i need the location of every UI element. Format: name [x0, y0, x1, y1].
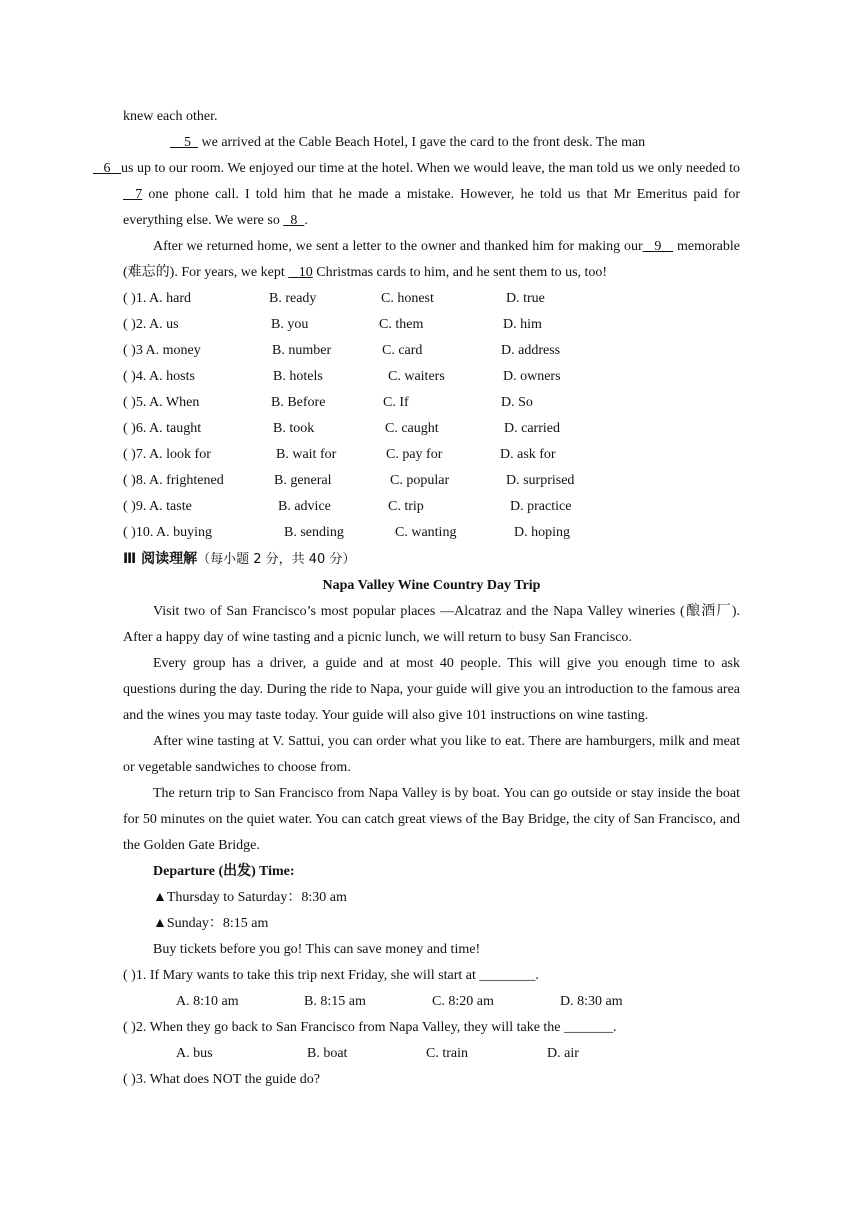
cloze-option-row: ( )9. A. taste B. advice C. trip D. practice: [123, 499, 572, 514]
blank-5: 5: [184, 135, 191, 150]
question-1-stem: ( )1. If Mary wants to take this trip next Friday, she will start at ________.: [123, 968, 539, 983]
cloze-option-row: ( )2. A. us B. you C. them D. him: [123, 317, 542, 332]
blank-10: 10: [298, 265, 313, 280]
cloze-option-row: ( )1. A. hard B. ready C. honest D. true: [123, 291, 545, 306]
cloze-option-row: ( )3 A. money B. number C. card D. address: [123, 343, 561, 358]
cloze-line-continued: knew each other.: [123, 109, 218, 124]
cloze-option-row: ( )7. A. look for B. wait for C. pay for D. ask for: [123, 447, 556, 462]
cloze-options: [123, 286, 740, 546]
cloze-option-row: ( )10. A. buying B. sending C. wanting D. hoping: [123, 525, 570, 540]
document-page: [103, 104, 741, 1093]
ticket-tip: Buy tickets before you go! This can save money and time!: [153, 942, 481, 957]
reading-title: Napa Valley Wine Country Day Trip: [322, 578, 541, 593]
reading-paragraph-2: Every group has a driver, a guide and at most 40 people. This will give you enough time to ask questions during the day. During the ride to Napa, your guide will give you an introduction to the famous area and the wines you may taste today. Your guide will also give 101 instructions on wine tasting.: [123, 656, 740, 723]
departure-label: Departure (出发) Time:: [153, 864, 295, 879]
section-heading: Ⅲ 阅读理解（每小题 2 分，共 40 分）: [123, 551, 356, 567]
blank-7: 7: [135, 187, 143, 202]
reading-paragraph-4: The return trip to San Francisco from Napa Valley is by boat. You can go outside or stay inside the boat for 50 minutes on the quiet water. You can catch great views of the Bay Bridge, the city of San Francisco, and the Golden Gate Bridge.: [123, 786, 740, 853]
blank-8: 8: [290, 213, 298, 228]
question-1-options: A. 8:10 am B. 8:15 am C. 8:20 am D. 8:30 am: [176, 994, 623, 1009]
question-2-stem: ( )2. When they go back to San Francisco from Napa Valley, they will take the _______.: [123, 1020, 617, 1035]
departure-time-2: ▲Sunday：8:15 am: [153, 916, 269, 931]
question-2-options: A. bus B. boat C. train D. air: [176, 1046, 579, 1061]
blank-6: 6: [103, 161, 111, 176]
departure-time-1: ▲Thursday to Saturday：8:30 am: [153, 890, 347, 905]
cloze-option-row: ( )8. A. frightened B. general C. popular D. surprised: [123, 473, 575, 488]
question-3-stem: ( )3. What does NOT the guide do?: [123, 1072, 320, 1087]
cloze-option-row: ( )5. A. When B. Before C. If D. So: [123, 395, 533, 410]
reading-paragraph-1: Visit two of San Francisco’s most popular places —Alcatraz and the Napa Valley wineries (酿酒厂). After a happy day of wine tasting and a picnic lunch, we will return to busy San Francisco.: [123, 604, 740, 645]
reading-paragraph-3: After wine tasting at V. Sattui, you can order what you like to eat. There are hamburgers, milk and meat or vegetable sandwiches to choose from.: [123, 734, 740, 775]
blank-9: 9: [654, 239, 662, 254]
cloze-paragraph-2: After we returned home, we sent a letter to the owner and thanked him for making our 9 memorable (难忘的). For years, we kept 10 Christmas cards to him, and he sent them to us, too!: [123, 239, 741, 280]
cloze-option-row: ( )6. A. taught B. took C. caught D. carried: [123, 421, 560, 436]
cloze-option-row: ( )4. A. hosts B. hotels C. waiters D. owners: [123, 369, 561, 384]
cloze-paragraph-1: 5 we arrived at the Cable Beach Hotel, I gave the card to the front desk. The man 6 us up to our room. We enjoyed our time at the hotel. When we would leave, the man told us we only needed to 7 one phone call. I told him that he made a mistake. However, he told us that Mr Emeritus paid for everything else. We were so 8 .: [123, 130, 740, 234]
